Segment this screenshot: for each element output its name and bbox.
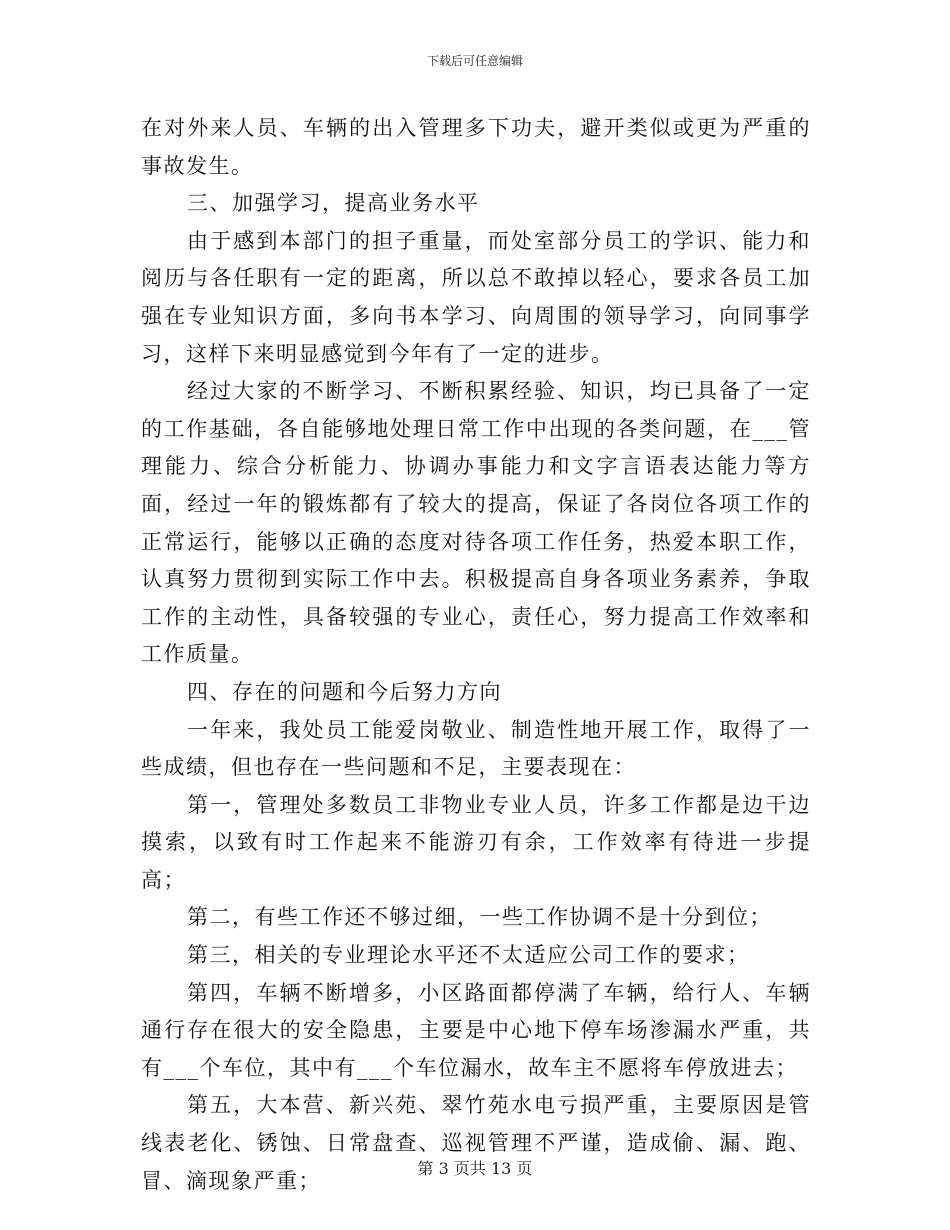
section-heading-3: 三、加强学习，提高业务水平	[187, 191, 480, 216]
problem-item-3: 第三，相关的专业理论水平还不太适应公司工作的要求；	[187, 943, 750, 968]
paragraph-3: 由于感到本部门的担子重量，而处室部分员工的学识、能力和阅历与各任职有一定的距离，所以总不敢掉以轻心，要求各员工加强在专业知识方面，多向书本学习、向周围的领导学习，向同事学习，这样下来明显感觉到今年有了一定的进步。	[141, 228, 811, 366]
problem-item-5: 第五，大本营、新兴苑、翠竹苑水电亏损严重，主要原因是管线表老化、锈蚀、日常盘查、巡视管理不严谨，造成偷、漏、跑、冒、滴现象严重；	[141, 1093, 811, 1193]
problem-item-2: 第二，有些工作还不够过细，一些工作协调不是十分到位；	[187, 905, 772, 930]
page-number-footer: 第 3 页共 13 页	[417, 1159, 533, 1178]
page-header-note: 下载后可任意编辑	[426, 54, 523, 68]
problem-item-4: 第四，车辆不断增多，小区路面都停满了车辆，给行人、车辆通行存在很大的安全隐患，主要是中心地下停车场渗漏水严重，共有___个车位，其中有___个车位漏水，故车主不愿将车停放进去；	[141, 980, 811, 1080]
paragraph-4: 经过大家的不断学习、不断积累经验、知识，均已具备了一定的工作基础，各自能够地处理日常工作中出现的各类问题，在___管理能力、综合分析能力、协调办事能力和文字言语表达能力等方面，经过一年的锻炼都有了较大的提高，保证了各岗位各项工作的正常运行，能够以正确的态度对待各项工作任务，热爱本职工作，认真努力贯彻到实际工作中去。积极提高自身各项业务素养，争取工作的主动性，具备较强的专业心，责任心，努力提高工作效率和工作质量。	[141, 379, 811, 667]
document-body	[141, 110, 811, 1200]
problem-item-1: 第一，管理处多数员工非物业专业人员，许多工作都是边干边摸索，以致有时工作起来不能游刃有余，工作效率有待进一步提高；	[141, 792, 811, 892]
paragraph-1: 在对外来人员、车辆的出入管理多下功夫，避开类似或更为严重的事故发生。	[141, 116, 811, 178]
section-heading-4: 四、存在的问题和今后努力方向	[187, 679, 502, 704]
paragraph-6: 一年来，我处员工能爱岗敬业、制造性地开展工作，取得了一些成绩，但也存在一些问题和不足，主要表现在：	[141, 717, 811, 780]
